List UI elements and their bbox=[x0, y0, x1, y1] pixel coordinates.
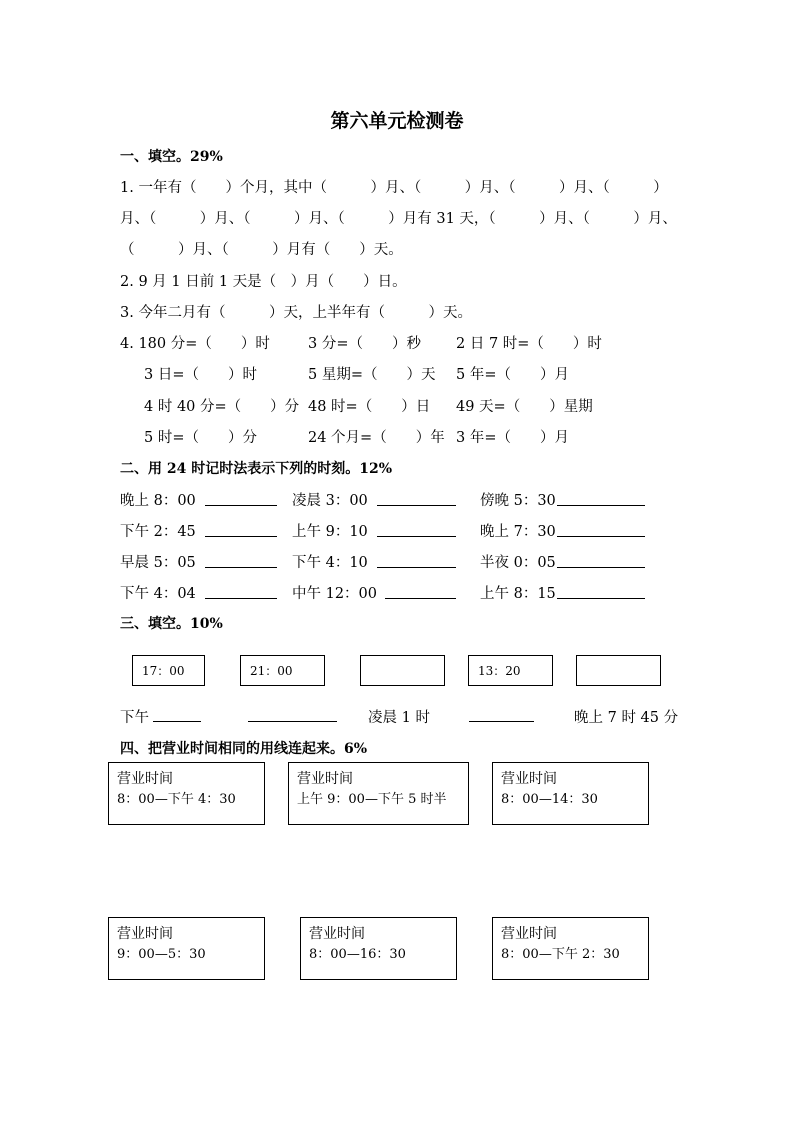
card-hours: 8：00—下午 4：30 bbox=[117, 792, 236, 807]
answer-blank[interactable] bbox=[205, 567, 277, 568]
time-prompt: 下午 2：45 bbox=[120, 524, 196, 540]
card-hours: 8：00—14：30 bbox=[501, 792, 598, 807]
time-prompt: 上午 8：15 bbox=[480, 586, 556, 602]
time-box: 21：00 bbox=[240, 655, 325, 686]
question-1-line-3: （ ）月、（ ）月有（ ）天。 bbox=[120, 242, 403, 258]
question-3: 3. 今年二月有（ ）天，上半年有（ ）天。 bbox=[120, 305, 472, 321]
business-hours-card[interactable] bbox=[492, 762, 649, 825]
section-1-heading: 一、填空。29% bbox=[120, 149, 223, 165]
business-hours-card[interactable] bbox=[288, 762, 469, 825]
question-1-line-1: 1. 一年有（ ）个月，其中（ ）月、（ ）月、（ ）月、（ ） bbox=[120, 180, 668, 196]
business-hours-card[interactable] bbox=[492, 917, 649, 980]
page-title: 第六单元检测卷 bbox=[330, 110, 464, 132]
answer-blank[interactable] bbox=[205, 536, 277, 537]
answer-blank[interactable] bbox=[153, 721, 201, 722]
answer-blank[interactable] bbox=[205, 598, 277, 599]
card-heading: 营业时间 bbox=[501, 771, 557, 787]
q4-item: 3 年=（ ）月 bbox=[456, 430, 569, 446]
time-prompt: 上午 9：10 bbox=[292, 524, 368, 540]
card-heading: 营业时间 bbox=[501, 926, 557, 942]
card-hours: 8：00—下午 2：30 bbox=[501, 947, 620, 962]
time-box-empty[interactable] bbox=[576, 655, 661, 686]
answer-blank[interactable] bbox=[205, 505, 277, 506]
answer-blank[interactable] bbox=[377, 536, 456, 537]
answer-blank[interactable] bbox=[377, 567, 456, 568]
business-hours-card[interactable] bbox=[108, 917, 265, 980]
q4-item: 5 年=（ ）月 bbox=[456, 367, 569, 383]
time-box: 17：00 bbox=[132, 655, 205, 686]
time-prompt: 下午 4：04 bbox=[120, 586, 196, 602]
answer-blank[interactable] bbox=[385, 598, 456, 599]
time-box: 13：20 bbox=[468, 655, 553, 686]
card-heading: 营业时间 bbox=[117, 926, 173, 942]
question-2: 2. 9 月 1 日前 1 天是（ ）月（ ）日。 bbox=[120, 274, 407, 290]
box-label: 晚上 7 时 45 分 bbox=[574, 710, 679, 726]
q4-item: 4. 180 分=（ ）时 bbox=[120, 336, 270, 352]
answer-blank[interactable] bbox=[557, 536, 645, 537]
answer-blank[interactable] bbox=[557, 505, 645, 506]
business-hours-card[interactable] bbox=[108, 762, 265, 825]
question-1-line-2: 月、（ ）月、（ ）月、（ ）月有 31 天，（ ）月、（ ）月、 bbox=[120, 211, 677, 227]
time-prompt: 下午 4：10 bbox=[292, 555, 368, 571]
q4-item: 24 个月=（ ）年 bbox=[308, 430, 445, 446]
box-label: 凌晨 1 时 bbox=[368, 710, 430, 726]
card-heading: 营业时间 bbox=[117, 771, 173, 787]
card-heading: 营业时间 bbox=[297, 771, 353, 787]
time-prompt: 晚上 7：30 bbox=[480, 524, 556, 540]
time-prompt: 凌晨 3：00 bbox=[292, 493, 368, 509]
time-prompt: 傍晚 5：30 bbox=[480, 493, 556, 509]
q4-item: 5 时=（ ）分 bbox=[144, 430, 257, 446]
section-4-heading: 四、把营业时间相同的用线连起来。6% bbox=[120, 741, 368, 757]
q4-item: 4 时 40 分=（ ）分 bbox=[144, 399, 300, 415]
answer-blank[interactable] bbox=[557, 567, 645, 568]
time-prompt: 半夜 0：05 bbox=[480, 555, 556, 571]
box-label: 下午 bbox=[120, 710, 149, 726]
q4-item: 48 时=（ ）日 bbox=[308, 399, 431, 415]
card-hours: 上午 9：00—下午 5 时半 bbox=[297, 792, 447, 807]
q4-item: 2 日 7 时=（ ）时 bbox=[456, 336, 602, 352]
business-hours-card[interactable] bbox=[300, 917, 457, 980]
time-prompt: 早晨 5：05 bbox=[120, 555, 196, 571]
time-prompt: 中午 12：00 bbox=[292, 586, 378, 602]
answer-blank[interactable] bbox=[377, 505, 456, 506]
section-3-heading: 三、填空。10% bbox=[120, 616, 223, 632]
section-2-heading: 二、用 24 时记时法表示下列的时刻。12% bbox=[120, 461, 393, 477]
q4-item: 49 天=（ ）星期 bbox=[456, 399, 593, 415]
card-hours: 8：00—16：30 bbox=[309, 947, 406, 962]
time-prompt: 晚上 8：00 bbox=[120, 493, 196, 509]
q4-item: 3 分=（ ）秒 bbox=[308, 336, 421, 352]
card-hours: 9：00—5：30 bbox=[117, 947, 206, 962]
q4-item: 3 日=（ ）时 bbox=[144, 367, 257, 383]
time-box-empty[interactable] bbox=[360, 655, 445, 686]
answer-blank[interactable] bbox=[557, 598, 645, 599]
answer-blank[interactable] bbox=[248, 721, 337, 722]
card-heading: 营业时间 bbox=[309, 926, 365, 942]
q4-item: 5 星期=（ ）天 bbox=[308, 367, 436, 383]
answer-blank[interactable] bbox=[469, 721, 534, 722]
